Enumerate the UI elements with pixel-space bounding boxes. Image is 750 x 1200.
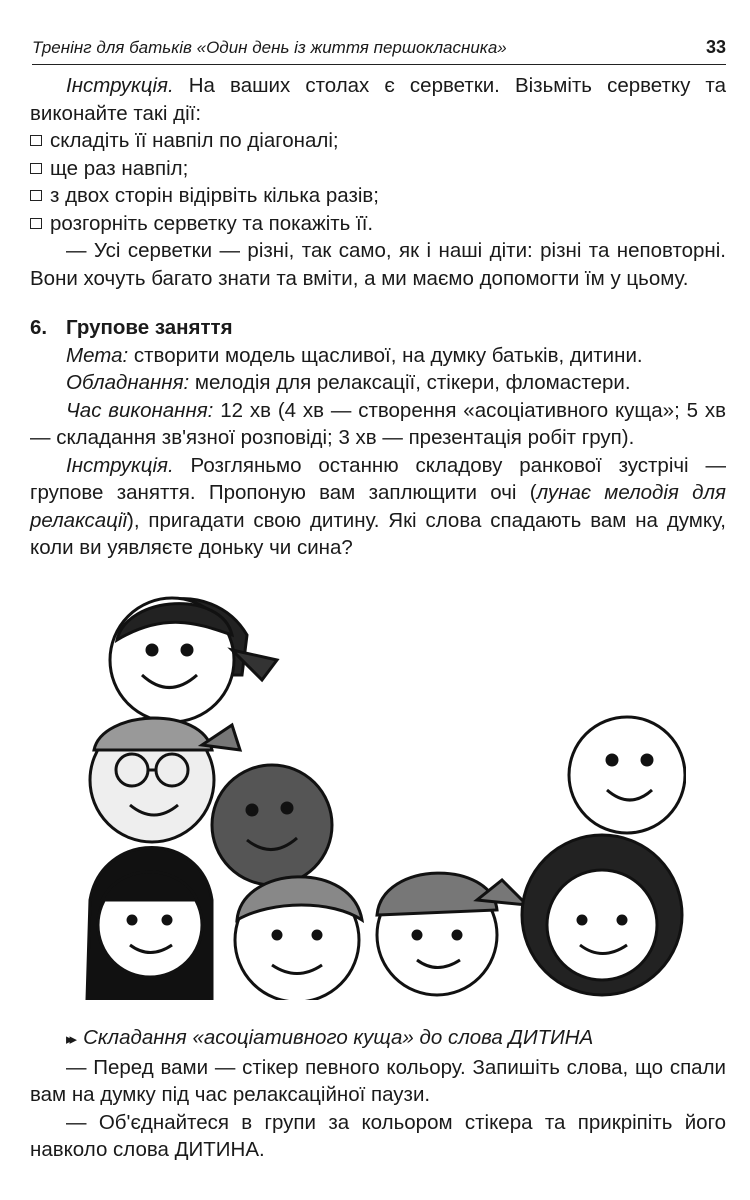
bald-boy-face-icon — [569, 717, 685, 833]
goal-line: Мета: створити модель щасливої, на думку батьків, дитини. — [66, 343, 643, 367]
step-item: ще раз навпіл; — [30, 155, 726, 183]
intro-block — [30, 72, 726, 292]
instruction-label: Інструкція. — [66, 74, 174, 97]
curly-hair-face-icon — [522, 835, 682, 995]
subsection-block — [30, 1024, 726, 1164]
step-item: складіть її навпіл по діагоналі; — [30, 127, 726, 155]
intro-instruction — [30, 72, 726, 127]
subsection-paragraph: — Перед вами — стікер певного кольору. Запишіть слова, що спали вам на думку під час релаксаційної паузи. — [30, 1055, 726, 1106]
section-instruction: Інструкція. Розгляньмо останню складову ранкової зустрічі — групове заняття. Пропоную вам заплющити очі (лунає мелодія для релаксації), пригадати свою дитину. Які слова спадають вам на думку, коли ви уявляєте доньку чи сина? — [30, 453, 727, 559]
equipment-line: Обладнання: мелодія для релаксації, стікери, фломастери. — [66, 371, 631, 394]
subsection-heading: ▸▸ Складання «асоціативного куща» до слова ДИТИНА — [66, 1026, 594, 1049]
time-line: Час виконання: 12 хв (4 хв — створення «асоціативного куща»; 5 хв — складання зв'язної розповіді; 3 хв — презентація робіт груп). — [30, 398, 726, 449]
girl-dark-hair-face-icon — [87, 848, 212, 1001]
step-item: розгорніть серветку та покажіть її. — [30, 210, 726, 238]
checkbox-bullet-icon — [30, 218, 42, 229]
checkbox-bullet-icon — [30, 163, 42, 174]
intro-conclusion: — Усі серветки — різні, так само, як і наші діти: різні та неповторні. Вони хочуть багато знати та вміти, а ми маємо допомогти їм у цьому. — [30, 239, 726, 290]
boy-dark-face-icon — [212, 765, 332, 885]
checkbox-bullet-icon — [30, 135, 42, 146]
girl-pigtail-face-icon — [110, 598, 277, 722]
subsection-paragraph: — Об'єднайтеся в групи за кольором стікера та прикріпіть його навколо слова ДИТИНА. — [30, 1110, 726, 1161]
page-number: 33 — [705, 37, 726, 57]
section-heading: 6. Групове заняття — [30, 316, 233, 339]
boy-cap-face-icon — [377, 873, 527, 995]
boy-face-icon — [235, 877, 362, 1000]
children-faces-illustration — [72, 580, 686, 1000]
instruction-text: На ваших столах є серветки. Візьміть серветку та виконайте такі дії: — [30, 74, 726, 125]
double-arrow-icon: ▸▸ — [66, 1031, 74, 1048]
checkbox-bullet-icon — [30, 190, 42, 201]
step-item: з двох сторін відірвіть кілька разів; — [30, 182, 726, 210]
section-6 — [30, 314, 726, 562]
header-title: Тренінг для батьків «Один день із життя першокласника» — [32, 38, 507, 57]
running-header — [32, 34, 726, 65]
